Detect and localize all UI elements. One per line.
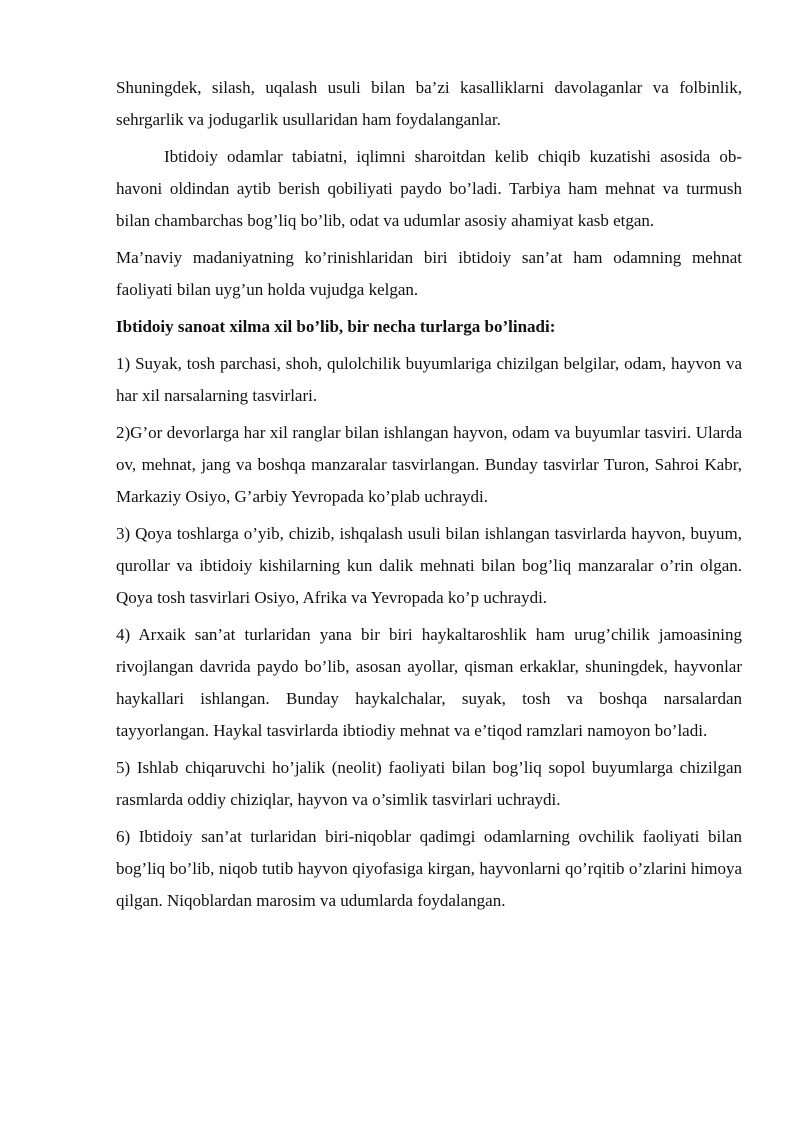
list-item-4: 4) Arxaik san’at turlaridan yana bir biri haykaltaroshlik ham urug’chilik jamoasining rivojlangan davrida paydo bo’lib, asosan ayollar, qisman erkaklar, shuningdek, hayvonlar haykallari ishlangan. Bunday haykalchalar, suyak, tosh va boshqa narsalardan tayyorlangan. Haykal tasvirlarda ibtiodiy mehnat va e’tiqod ramzlari namoyon bo’ladi. bbox=[116, 625, 742, 740]
document-page bbox=[116, 72, 742, 922]
list-item-5: 5) Ishlab chiqaruvchi ho’jalik (neolit) faoliyati bilan bog’liq sopol buyumlarga chizilgan rasmlarda oddiy chiziqlar, hayvon va o’simlik tasvirlari uchraydi. bbox=[116, 758, 742, 809]
paragraph-spiritual-culture: Ma’naviy madaniyatning ko’rinishlaridan biri ibtidoiy san’at ham odamning mehnat faoliyati bilan uyg’un holda vujudga kelgan. bbox=[116, 248, 742, 299]
list-item-6: 6) Ibtidoiy san’at turlaridan biri-niqoblar qadimgi odamlarning ovchilik faoliyati bilan bog’liq bo’lib, niqob tutib hayvon qiyofasiga kirgan, hayvonlarni qo’rqitib o’zlarini himoya qilgan. Niqoblardan marosim va udumlarda foydalangan. bbox=[116, 827, 742, 910]
list-item-1: 1) Suyak, tosh parchasi, shoh, qulolchilik buyumlariga chizilgan belgilar, odam, hayvon va har xil narsalarning tasvirlari. bbox=[116, 354, 742, 405]
section-heading: Ibtidoiy sanoat xilma xil bo’lib, bir necha turlarga bo’linadi: bbox=[116, 317, 556, 336]
list-item-2: 2)G’or devorlarga har xil ranglar bilan ishlangan hayvon, odam va buyumlar tasviri. Ularda ov, mehnat, jang va boshqa manzaralar tasvirlangan. Bunday tasvirlar Turon, Sahroi Kabr, Markaziy Osiyo, G’arbiy Yevropada ko’plab uchraydi. bbox=[116, 423, 742, 506]
paragraph-healing-practices: Shuningdek, silash, uqalash usuli bilan ba’zi kasalliklarni davolaganlar va folbinlik, sehrgarlik va jodugarlik usullaridan ham foydalanganlar. bbox=[116, 78, 742, 129]
paragraph-weather-prediction: Ibtidoiy odamlar tabiatni, iqlimni sharoitdan kelib chiqib kuzatishi asosida ob-havoni oldindan aytib berish qobiliyati paydo bo’ladi. Tarbiya ham mehnat va turmush bilan chambarchas bog’liq bo’lib, odat va udumlar asosiy ahamiyat kasb etgan. bbox=[116, 147, 742, 230]
list-item-3: 3) Qoya toshlarga o’yib, chizib, ishqalash usuli bilan ishlangan tasvirlarda hayvon, buyum, qurollar va ibtidoiy kishilarning kun dalik mehnati bilan bog’liq manzaralar o’rin olgan. Qoya tosh tasvirlari Osiyo, Afrika va Yevropada ko’p uchraydi. bbox=[116, 524, 742, 607]
